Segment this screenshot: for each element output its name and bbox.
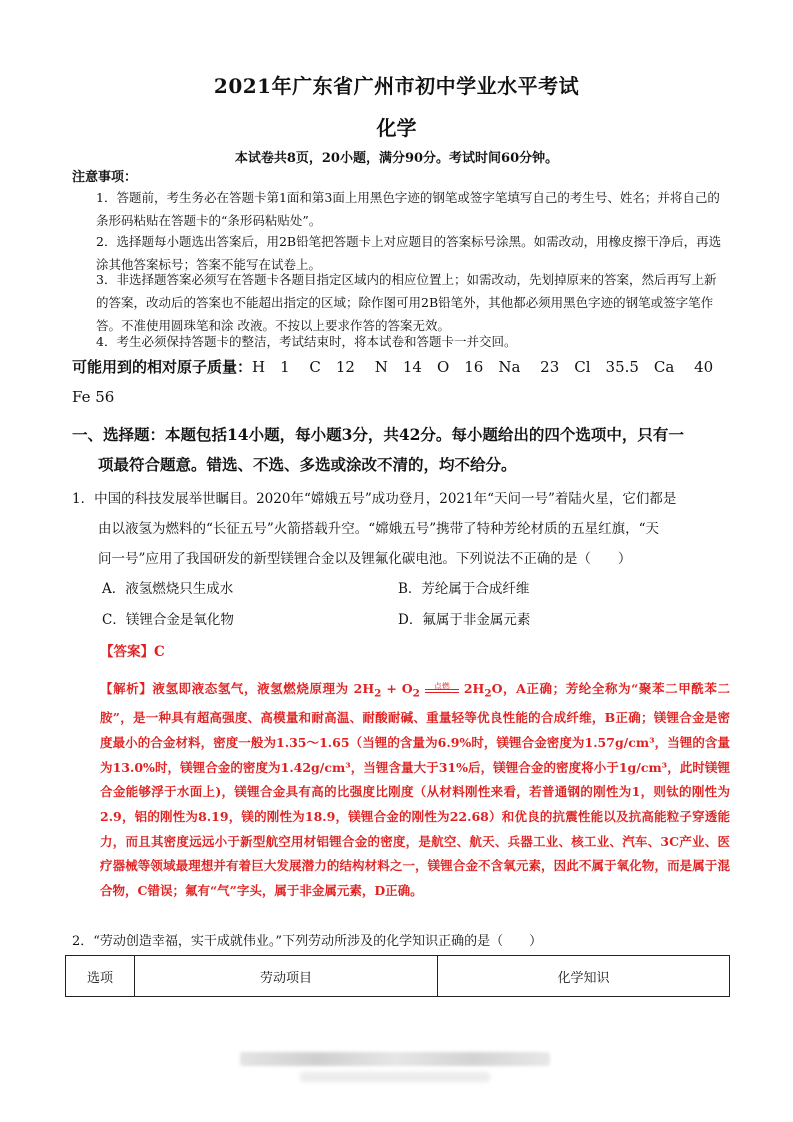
table-header-option: 选项 [66, 956, 135, 997]
section-heading [72, 420, 732, 480]
question-1-stem [72, 484, 734, 574]
subject-title: 化学 [376, 116, 417, 140]
atomic-masses-label: 可能用到的相对原子质量： [72, 358, 253, 376]
explanation-plus: + O [381, 681, 413, 696]
subscript: 2 [484, 687, 492, 700]
notice-item-4: 4．考生必须保持答题卡的整洁，考试结束时，将本试卷和答题卡一并交回。 [96, 334, 517, 349]
notice-item-3: 3．非选择题答案必须写在答题卡各题目指定区域内的相应位置上；如需改动，先划掉原来的答案，然后再写上新的答案，改动后的答案也不能超出指定的区域；除作图可用2B铅笔外，其他都必须用黑色字迹的钢笔或签字笔作答。不准使用圆珠笔和涂 改液。不按以上要求作答的答案无效。 [96, 272, 717, 333]
notice-heading: 注意事项： [72, 170, 138, 185]
explanation-lead: 【解析】液氢即液态氢气，液氢燃烧原理为 2H [100, 681, 375, 696]
section-heading-line1: 一、选择题：本题包括14小题，每小题3分，共42分。每小题给出的四个选项中，只有一 [72, 425, 684, 444]
subscript: 2 [374, 687, 382, 700]
question-2-stem: 2．“劳动创造幸福，实干成就伟业。”下列劳动所涉及的化学知识正确的是（ ） [72, 934, 543, 949]
reaction-condition-label: 点燃 [433, 682, 450, 691]
reaction-condition [425, 682, 459, 693]
option-c: C．镁锂合金是氧化物 [102, 612, 234, 628]
footer-watermark-2 [300, 1072, 490, 1082]
question-1-line2: 由以液氢为燃料的“长征五号”火箭搭载升空。“嫦娥五号”携带了特种芳纶材质的五星红旗，“天 [98, 521, 660, 537]
atomic-masses-values: H 1 C 12 N 14 O 16 Na 23 Cl 35.5 Ca 40 [252, 358, 714, 376]
explanation-rest: O，A正确；芳纶全称为“聚苯二甲酰苯二胺”，是一种具有超高强度、高模量和耐高温、耐酸耐碱、重量轻等优良性能的合成纤维，B正确；镁锂合金是密度最小的合金材料，密度一般为1.35～1.65（当锂的含量为6.9%时，镁锂合金密度为1.57g/cm³，当锂的含量为13.0%时，镁锂合金的密度为1.42g/cm³，当锂含量大于31%后，镁锂合金的密度将小于1g/cm³，此时镁锂合金能够浮于水面上)，镁锂合金具有高的比强度比刚度（从材料刚性来看，若普通钢的刚性为1，则钛的刚性为2.9，铝的刚性为8.19，镁的刚性为18.9，镁锂合金的刚性为22.68）和优良的抗震性能以及抗高能粒子穿透能力，而且其密度远远小于新型航空用材铝锂合金的密度，是航空、航天、兵器工业、核工业、汽车、3C产业、医疗器械等领域最理想并有着巨大发展潜力的结构材料之一，镁锂合金不含氧元素，因此不属于氧化物，而是属于混合物，C错误；氟有“气”字头，属于非金属元素，D正确。 [100, 681, 730, 899]
question-2-table [65, 955, 730, 997]
section-heading-line2: 项最符合题意。错选、不选、多选或涂改不清的，均不给分。 [98, 455, 517, 474]
atomic-masses-line2: Fe 56 [72, 388, 115, 406]
option-d: D．氟属于非金属元素 [398, 612, 531, 628]
option-b: B．芳纶属于合成纤维 [398, 581, 530, 597]
footer-watermark [240, 1052, 550, 1066]
table-row [66, 956, 730, 997]
question-1-line3: 问一号”应用了我国研发的新型镁锂合金以及锂氟化碳电池。下列说法不正确的是（ ） [98, 551, 632, 567]
subscript: 2 [412, 687, 420, 700]
answer: 【答案】C [100, 644, 165, 660]
explanation [100, 677, 730, 904]
exam-info: 本试卷共8页，20小题，满分90分。考试时间60分钟。 [234, 151, 559, 166]
explanation-product: 2H [458, 681, 485, 696]
notice-item-1: 1．答题前，考生务必在答题卡第1面和第3面上用黑色字迹的钢笔或签字笔填写自己的考生号、姓名；并将自己的条形码粘贴在答题卡的“条形码粘贴处”。 [96, 190, 720, 228]
atomic-masses [72, 356, 713, 377]
exam-title: 2021年广东省广州市初中学业水平考试 [213, 74, 580, 98]
table-header-labor: 劳动项目 [135, 956, 438, 997]
question-1-line1: 1．中国的科技发展举世瞩目。2020年“嫦娥五号”成功登月，2021年“天问一号”着陆火星，它们都是 [72, 491, 677, 507]
option-a: A．液氢燃烧只生成水 [102, 581, 234, 597]
notice-item-2: 2．选择题每小题选出答案后，用2B铅笔把答题卡上对应题目的答案标号涂黑。如需改动，用橡皮擦干净后，再选涂其他答案标号；答案不能写在试卷上。 [96, 234, 722, 272]
table-header-knowledge: 化学知识 [438, 956, 730, 997]
